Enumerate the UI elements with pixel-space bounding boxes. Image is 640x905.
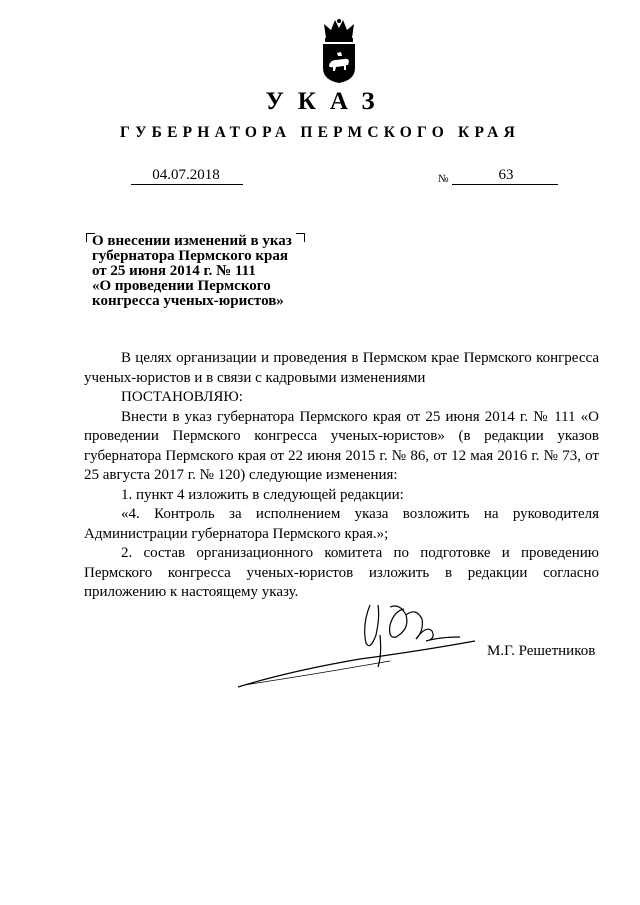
handwritten-signature [230,595,480,695]
heading-line: конгресса ученых-юристов» [92,293,284,309]
signer-name: М.Г. Решетников [487,643,596,659]
number-underline [452,184,558,185]
document-body [84,349,599,603]
body-paragraph: В целях организации и проведения в Пермском крае Пермского конгресса ученых-юристов и в связи с кадровыми изменениями [84,350,599,386]
decree-word: ПОСТАНОВЛЯЮ: [121,389,243,405]
coat-of-arms-icon [318,18,360,84]
body-paragraph: «4. Контроль за исполнением указа возложить на руководителя Администрации губернатора Пермского края.»; [84,506,599,542]
body-paragraph: 1. пункт 4 изложить в следующей редакции: [121,486,404,503]
document-subtitle: ГУБЕРНАТОРА ПЕРМСКОГО КРАЯ [120,124,520,141]
document-title: УКАЗ [265,88,389,115]
document-number: 63 [498,167,514,183]
heading-line: «О проведении Пермского [92,278,271,294]
heading-line: О внесении изменений в указ [92,233,292,249]
date-underline [131,184,243,185]
document-date: 04.07.2018 [152,167,220,183]
document-heading [92,234,322,309]
body-paragraph: Внести в указ губернатора Пермского края от 25 июня 2014 г. № 111 «О проведении Пермского конгресса ученых-юристов» (в редакции указов губернатора Пермского края от 22 июня 2015 г. № 86, от 12 мая 2016 г. № 73, от 25 августа 2017 г. № 120) следующие изменения: [84,408,599,483]
heading-line: от 25 июня 2014 г. № 111 [92,263,256,279]
heading-line: губернатора Пермского края [92,248,288,264]
number-prefix: № [438,173,449,185]
body-paragraph: 2. состав организационного комитета по подготовке и проведению Пермского конгресса ученых-юристов изложить в редакции согласно приложению к настоящему указу. [84,545,599,600]
